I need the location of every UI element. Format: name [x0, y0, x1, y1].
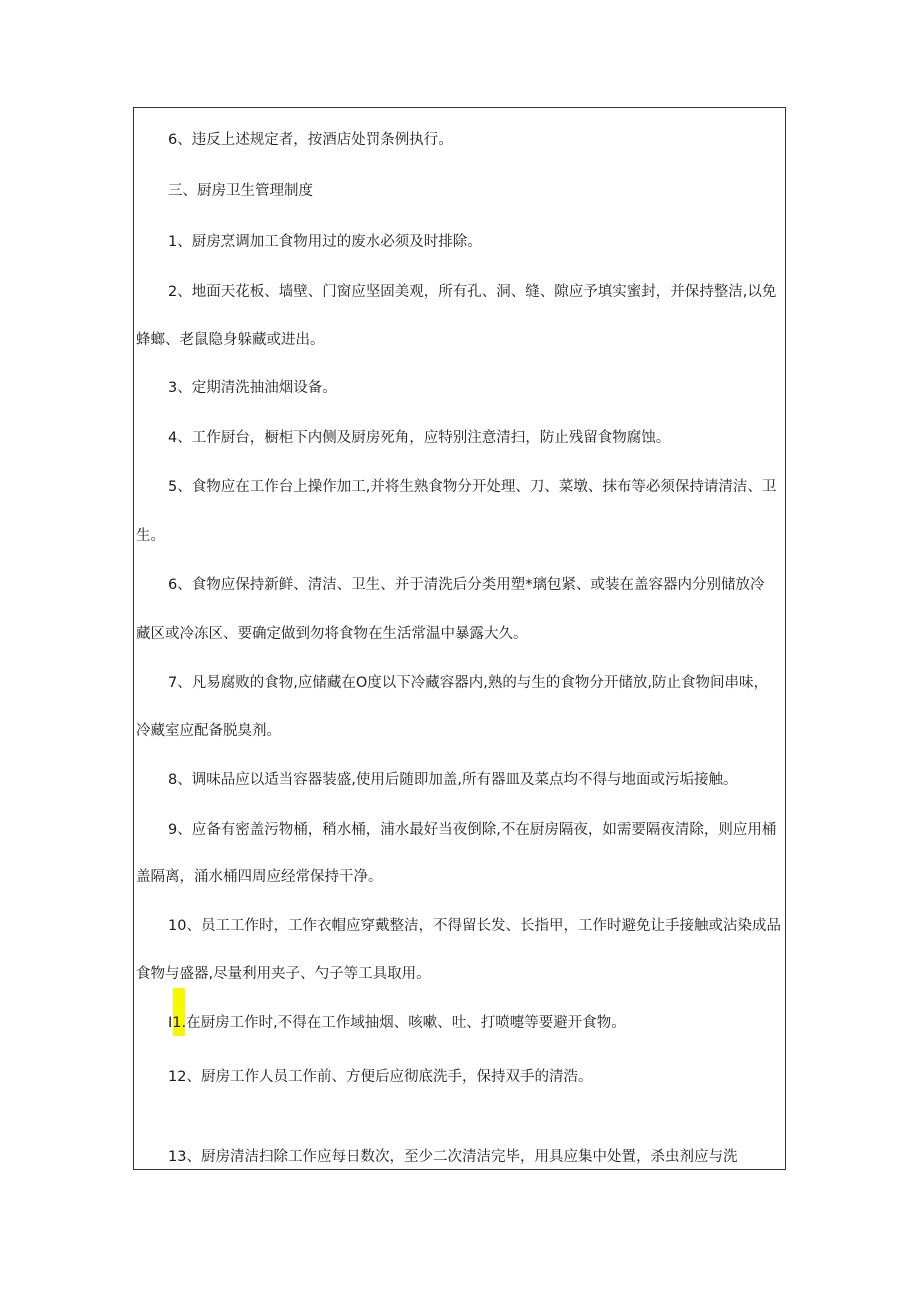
text-line: 10、员工工作时，工作衣帽应穿戴整洁，不得留长发、长指甲，工作时避免让手接触或沾染成品	[168, 918, 781, 934]
text-line: 3、定期清洗抽油烟设备。	[168, 380, 337, 396]
text-line: I1.在厨房工作时,不得在工作域抽烟、咳嗽、吐、打喷嚏等要避开食物。	[168, 1015, 626, 1031]
text-line: 12、厨房工作人员工作前、方便后应彻底洗手，保持双手的清浩。	[168, 1069, 593, 1085]
text-line: 7、凡易腐败的食物,应储藏在O度以下冷藏容器内,熟的与生的食物分开储放,防止食物间串味，	[168, 675, 768, 691]
text-line: 2、地面天花板、墙壁、门窗应坚固美观，所有孔、洞、缝、隙应予填实蜜封，并保持整洁,以免	[168, 284, 777, 300]
text-line: 1、厨房烹调加工食物用过的废水必须及时排除。	[168, 234, 482, 250]
text-line: 8、调味品应以适当容器装盛,使用后随即加盖,所有器皿及菜点均不得与地面或污垢接触。	[168, 772, 738, 788]
section-heading: 三、厨房卫生管理制度	[168, 183, 313, 199]
text-line: 藏区或冷冻区、要确定做到勿将食物在生活常温中暴露大久。	[136, 626, 528, 642]
text-line: 盖隔离，涌水桶四周应经常保持干净。	[136, 869, 383, 885]
text-line: 生。	[136, 528, 165, 544]
text-line: 6、违反上述规定者，按酒店处罚条例执行。	[168, 132, 453, 148]
text-line: 食物与盛器,尽量利用夹子、勺子等工具取用。	[136, 966, 431, 982]
text-line: 13、厨房清洁扫除工作应每日数次，至少二次清洁完毕，用具应集中处置，杀虫剂应与洗	[168, 1149, 738, 1165]
text-line: 9、应备有密盖污物桶，稍水桶，浦水最好当夜倒除,不在厨房隔夜，如需要隔夜清除，则应用桶	[168, 822, 777, 838]
text-line: 蜂螂、老鼠隐身躲藏或进出。	[136, 332, 325, 348]
text-line: 6、食物应保持新鲜、清洁、卫生、并于清洗后分类用塑*璃包紧、或装在盖容器内分别储放冷	[168, 577, 765, 593]
text-line: 5、食物应在工作台上操作加工,并将生熟食物分开处理、刀、菜墩、抹布等必须保持请清洁、卫	[168, 479, 777, 495]
document-page	[133, 107, 786, 1170]
text-line: 4、工作厨台，橱柜下内侧及厨房死角，应特别注意清扫，防止残留食物腐蚀。	[168, 430, 671, 446]
text-line: 冷藏室应配备脱臭剂。	[136, 723, 281, 739]
